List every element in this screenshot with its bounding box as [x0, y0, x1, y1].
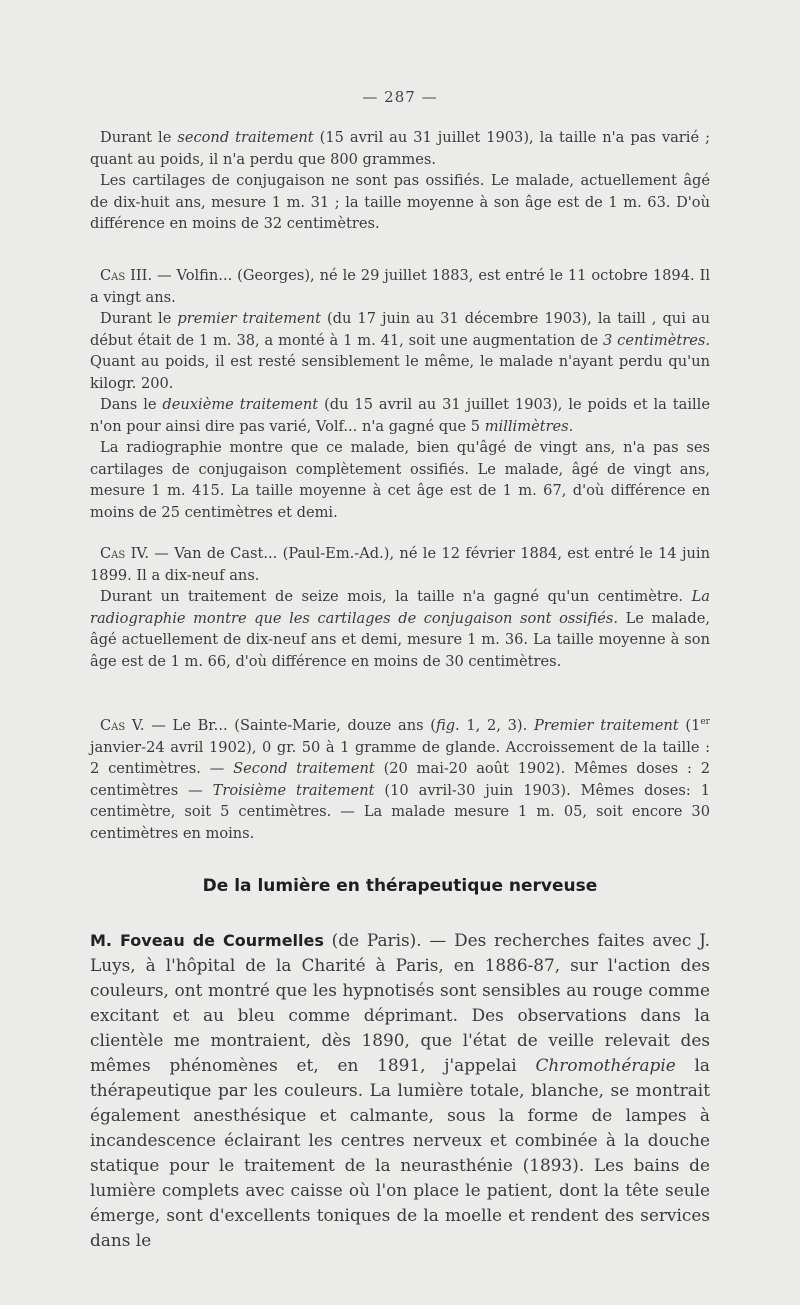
- italic-text: 3 centimètres.: [603, 331, 710, 349]
- case-5: [90, 715, 710, 844]
- italic-text: fig.: [435, 717, 460, 734]
- case-label: Cas III.: [100, 267, 153, 284]
- text: — Van de Cast... (Paul-Em.-Ad.), né le 12 février 1884, est entré le 14 juin 1899. Il a dix-neuf ans.: [90, 545, 710, 584]
- italic-text: Troisième traitement: [212, 781, 375, 799]
- text: janvier-24 avril 1902), 0 gr. 50 à 1 gramme de glande. Accroissement de la taille : 2 centimètres. —: [90, 738, 710, 777]
- case-label: Cas V.: [100, 717, 145, 734]
- text: Durant le: [100, 129, 178, 146]
- text: (du 17 juin au 31 décembre 1903), la taill , qui au début était de 1 m. 38, a monté à 1 m. 41, soit une augmentation de: [90, 310, 710, 349]
- text: (de Paris). — Des recherches faites avec J. Luys, à l'hôpital de la Charité à Paris, en 1886-87, sur l'action des couleurs, ont montré que les hypnotisés sont sensibles au rouge comme excitant et au bleu comme déprimant. Des observations dans la clientèle me montraient, dès 1890, que l'état de veille relevait des mêmes phénomènes et, en 1891, j'appelai: [90, 930, 710, 1075]
- paragraph: [90, 394, 710, 437]
- paragraph: [90, 543, 710, 586]
- text: — Volfin... (Georges), né le 29 juillet 1883, est entré le 11 octobre 1894. Il a vingt ans.: [90, 267, 710, 306]
- page-number: — 287 —: [362, 88, 438, 106]
- text: 1, 2, 3).: [459, 717, 534, 734]
- paragraph: La radiographie montre que ce malade, bien qu'âgé de vingt ans, n'a pas ses cartilages de conjugaison complètement ossifiés. Le malade, âgé de vingt ans, mesure 1 m. 415. La taille moyenne à cet âge est de 1 m. 67, d'où différence en moins de 25 centimètres et demi.: [90, 439, 710, 521]
- italic-text: Second traitement: [233, 760, 375, 777]
- paragraph: [90, 265, 710, 308]
- italic-text: second traitement: [177, 129, 314, 146]
- text: (du 15 avril au 31 juillet 1903), le poids et la taille n'on pour ainsi dire pas varié, Volf... n'a gagné que 5: [90, 396, 710, 435]
- text: — Le Br... (Sainte-Marie, douze ans (: [144, 717, 436, 734]
- case-3: [90, 265, 710, 523]
- paragraph: [90, 127, 710, 170]
- case-4: [90, 543, 710, 672]
- case-continuation: [90, 127, 710, 235]
- text: (1: [678, 717, 701, 734]
- section-heading: De la lumière en thérapeutique nerveuse: [202, 876, 598, 896]
- text: (20 mai-20 août 1902). Mêmes doses : 2 centimètres —: [90, 760, 710, 799]
- italic-text: deuxième traitement: [162, 396, 319, 413]
- italic-text: Chromothérapie: [535, 1055, 676, 1075]
- paragraph: [90, 715, 710, 844]
- text: (15 avril au 31 juillet 1903), la taille n'a pas varié ; quant au poids, il n'a perdu que 800 grammes.: [90, 129, 711, 168]
- superscript: er: [700, 717, 710, 728]
- italic-text: premier traitement: [177, 310, 321, 327]
- paragraph: [90, 308, 710, 394]
- italic-text: La radiographie montre que les cartilages de conjugaison sont ossifiés.: [90, 588, 710, 627]
- text: Dans le: [100, 396, 163, 413]
- text: la thérapeutique par les couleurs. La lumière totale, blanche, se montrait également anesthésique et calmante, sous la forme de lampes à incandescence éclairant les centres nerveux et combinée à la douche statique pour le traitement de la neurasthénie (1893). Les bains de lumière complets avec caisse où l'on place le patient, dont la tête seule émerge, sont d'excellents toniques de la moelle et rendent des services dans le: [90, 1055, 711, 1250]
- text: Durant le: [100, 310, 178, 327]
- italic-text: Premier traitement: [533, 717, 679, 734]
- author-name: M. Foveau de Courmelles: [90, 931, 324, 950]
- text: Le malade, âgé actuellement de dix-neuf ans et demi, mesure 1 m. 36. La taille moyenne à son âge est de 1 m. 66, d'où différence en moins de 30 centimètres.: [90, 609, 710, 670]
- paragraph: Les cartilages de conjugaison ne sont pas ossifiés. Le malade, actuellement âgé de dix-huit ans, mesure 1 m. 31 ; la taille moyenne à son âge est de 1 m. 63. D'où différence en moins de 32 centimètres.: [90, 172, 710, 232]
- paragraph: [90, 586, 710, 672]
- paragraph: [90, 928, 710, 1253]
- italic-text: millimètres.: [484, 417, 574, 435]
- text: Durant un traitement de seize mois, la taille n'a gagné qu'un centimètre.: [100, 588, 692, 605]
- text: (10 avril-30 juin 1903). Mêmes doses: 1 centimètre, soit 5 centimètres. — La malade mesure 1 m. 05, soit encore 30 centimètres en moins.: [90, 781, 710, 842]
- section-body: [90, 928, 710, 1253]
- text: Quant au poids, il est resté sensiblement le même, le malade n'ayant perdu qu'un kilogr. 200.: [90, 353, 710, 392]
- case-label: Cas IV.: [100, 545, 149, 562]
